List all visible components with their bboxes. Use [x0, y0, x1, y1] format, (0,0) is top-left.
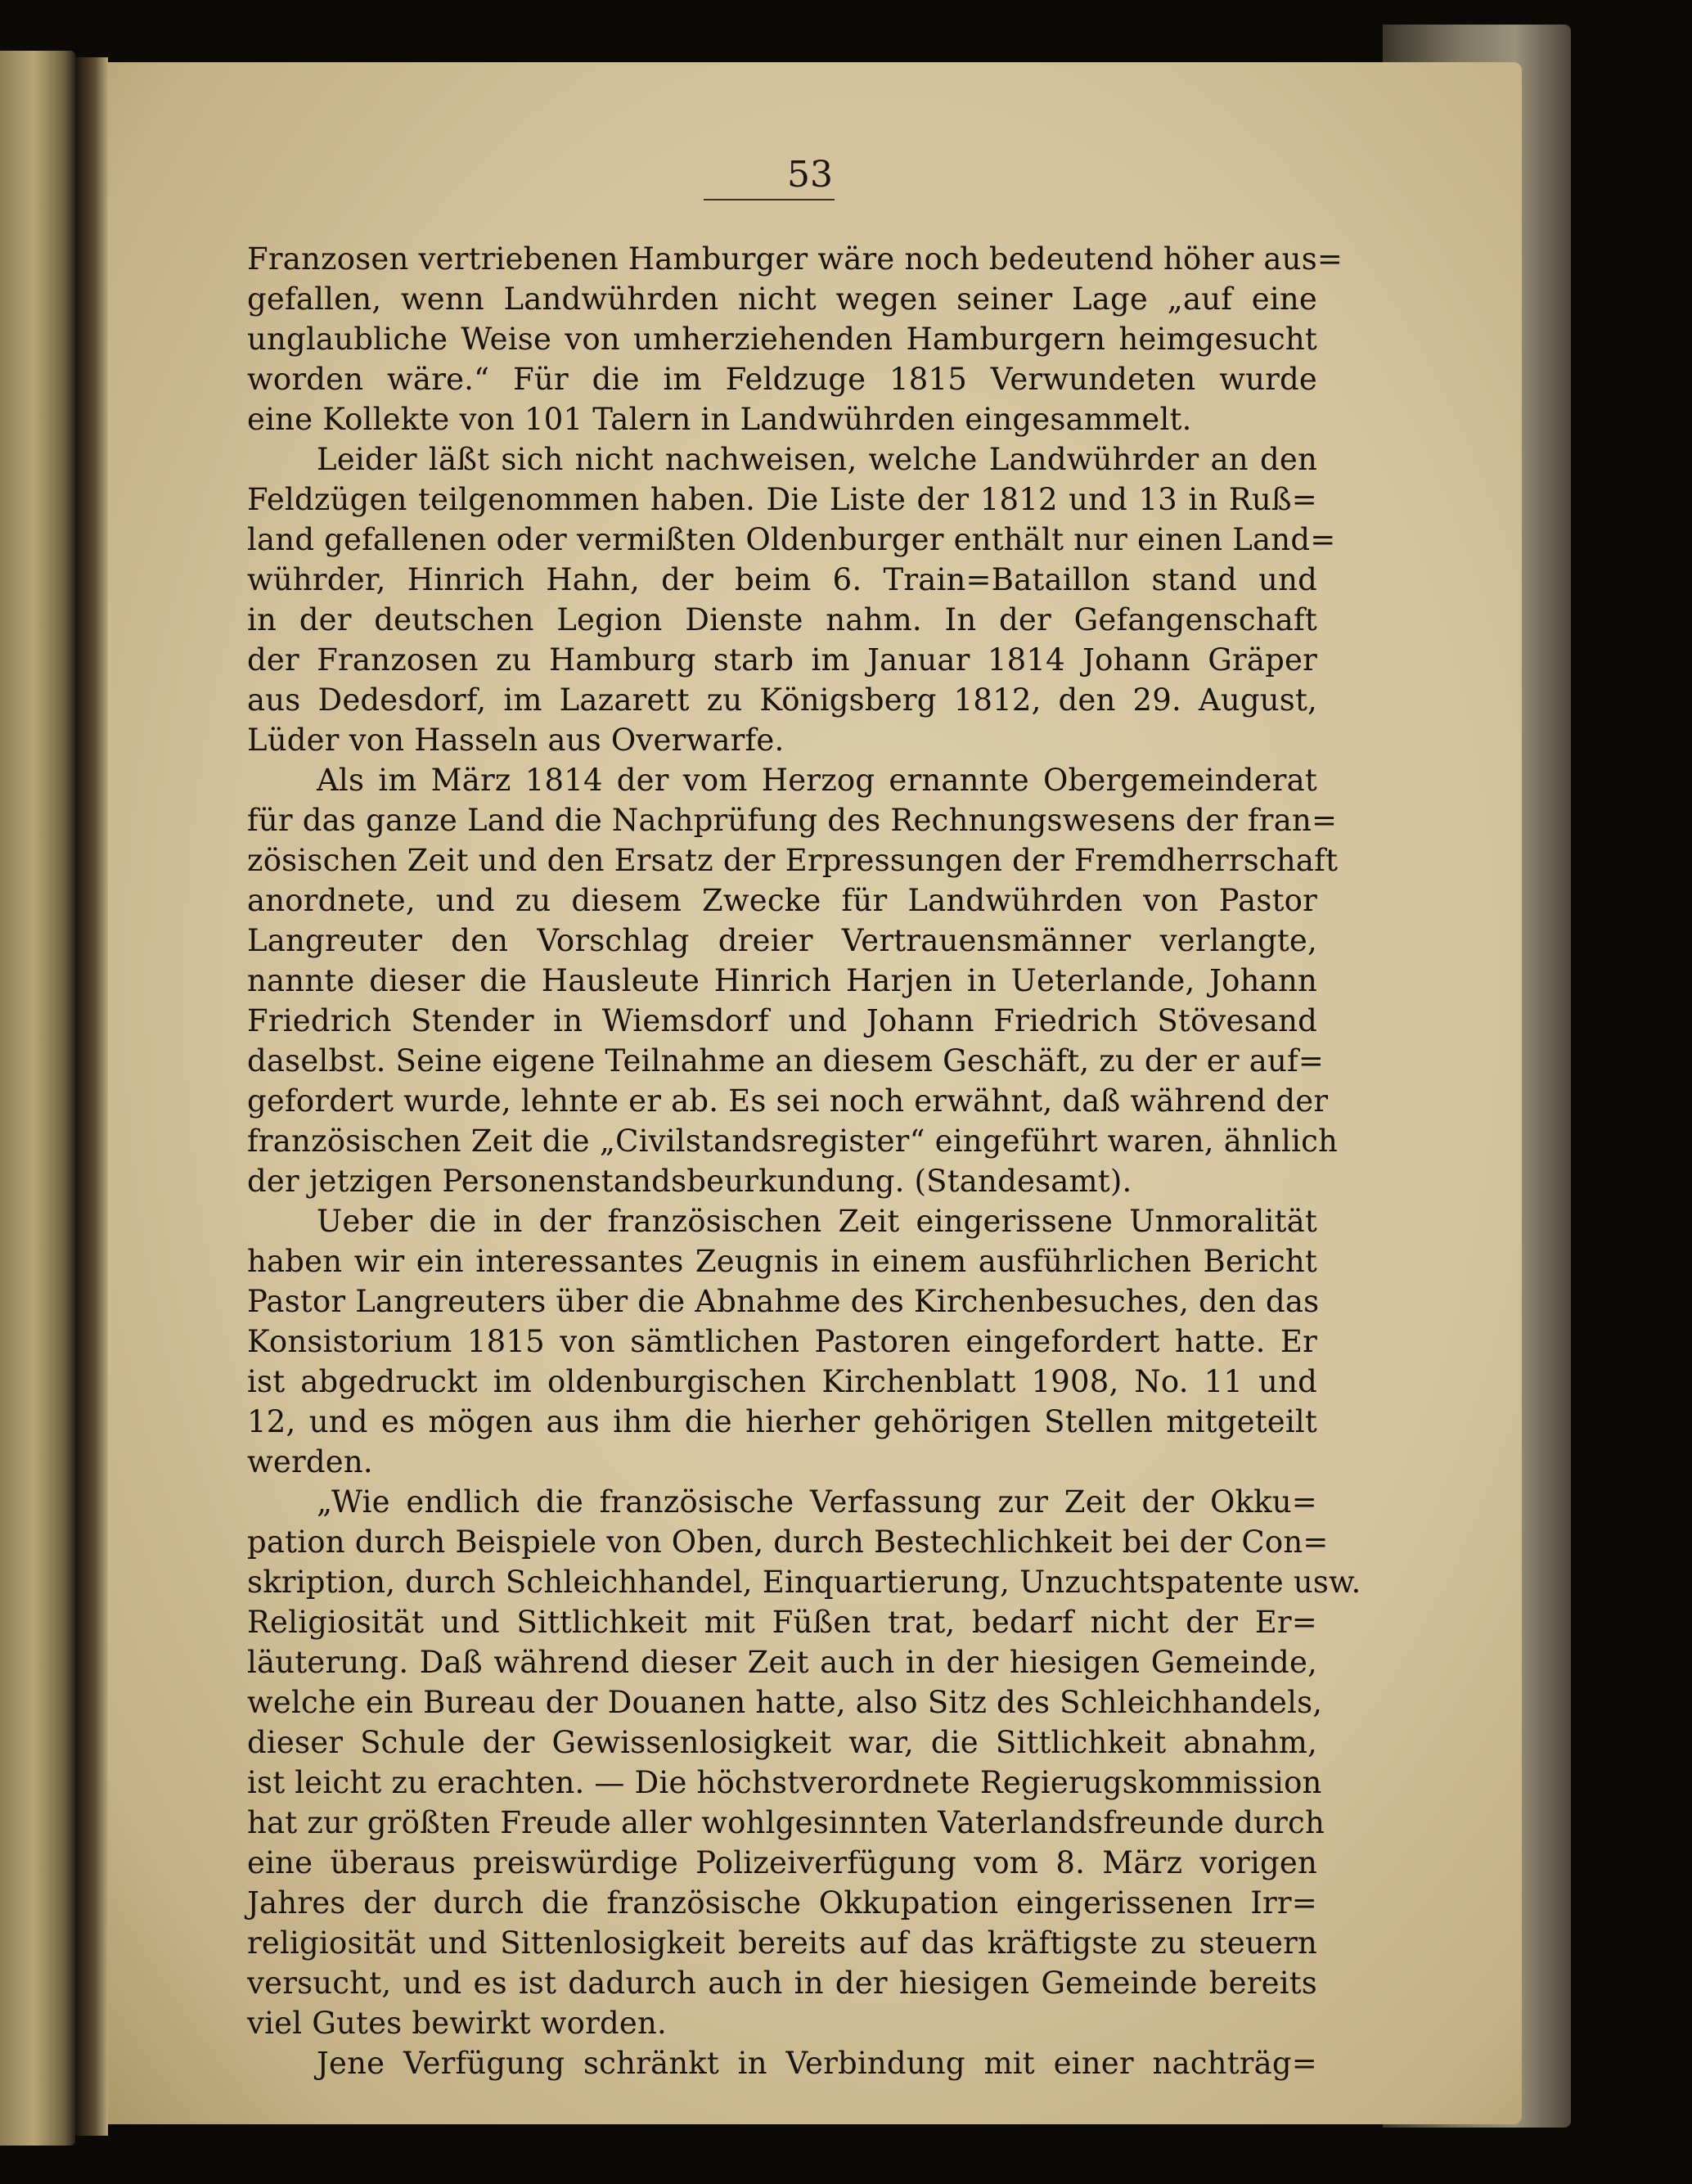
text-line: anordnete, und zu diesem Zwecke für Landwührden von Pastor: [247, 883, 1317, 918]
text-line: Lüder von Hasseln aus Overwarfe.: [247, 723, 785, 758]
text-line: Als im März 1814 der vom Herzog ernannte Obergemeinderat: [317, 763, 1317, 798]
text-line: worden wäre.“ Für die im Feldzuge 1815 Verwundeten wurde: [247, 362, 1317, 397]
text-line: Leider läßt sich nicht nachweisen, welche Landwührder an den: [317, 442, 1317, 477]
text-line: eine Kollekte von 101 Talern in Landwührden eingesammelt.: [247, 402, 1192, 437]
text-line: viel Gutes bewirkt worden.: [247, 2006, 667, 2041]
text-line: Friedrich Stender in Wiemsdorf und Johann Friedrich Stövesand: [247, 1003, 1317, 1038]
text-line: unglaubliche Weise von umherziehenden Hamburgern heimgesucht: [247, 322, 1317, 357]
text-line: versucht, und es ist dadurch auch in der hiesigen Gemeinde bereits: [247, 1966, 1317, 2001]
body-text: [247, 239, 1361, 2083]
text-line: für das ganze Land die Nachprüfung des Rechnungswesens der fran=: [247, 803, 1338, 838]
text-line: hat zur größten Freude aller wohlgesinnten Vaterlandsfreunde durch: [247, 1805, 1325, 1840]
text-line: Langreuter den Vorschlag dreier Vertrauensmänner verlangte,: [247, 923, 1317, 958]
text-line: haben wir ein interessantes Zeugnis in einem ausführlichen Bericht: [247, 1244, 1317, 1279]
text-line: aus Dedesdorf, im Lazarett zu Königsberg 1812, den 29. August,: [247, 682, 1317, 718]
text-line: läuterung. Daß während dieser Zeit auch in der hiesigen Gemeinde,: [247, 1645, 1317, 1680]
text-line: ist leicht zu erachten. — Die höchstverordnete Regierugskommission: [247, 1765, 1322, 1800]
text-line: „Wie endlich die französische Verfassung zur Zeit der Okku=: [317, 1484, 1317, 1520]
text-line: in der deutschen Legion Dienste nahm. In der Gefangenschaft: [247, 602, 1317, 637]
text-line: französischen Zeit die „Civilstandsregister“ eingeführt waren, ähnlich: [247, 1124, 1339, 1159]
text-line: Konsistorium 1815 von sämtlichen Pastoren eingefordert hatte. Er: [247, 1324, 1317, 1359]
text-line: Jene Verfügung schränkt in Verbindung mit einer nachträg=: [317, 2046, 1317, 2081]
text-line: Feldzügen teilgenommen haben. Die Liste der 1812 und 13 in Ruß=: [247, 482, 1317, 517]
text-line: gefordert wurde, lehnte er ab. Es sei noch erwähnt, daß während der: [247, 1083, 1329, 1119]
text-line: werden.: [247, 1444, 373, 1479]
book-gutter: [75, 57, 108, 2136]
text-line: dieser Schule der Gewissenlosigkeit war, die Sittlichkeit abnahm,: [247, 1725, 1317, 1760]
text-line: Religiosität und Sittlichkeit mit Füßen trat, bedarf nicht der Er=: [247, 1605, 1317, 1640]
text-line: daselbst. Seine eigene Teilnahme an diesem Geschäft, zu der er auf=: [247, 1043, 1325, 1078]
text-line: ist abgedruckt im oldenburgischen Kirchenblatt 1908, No. 11 und: [247, 1364, 1317, 1399]
text-line: skription, durch Schleichhandel, Einquartierung, Unzuchtspatente usw.: [247, 1565, 1361, 1600]
text-line: eine überaus preiswürdige Polizeiverfügung vom 8. März vorigen: [247, 1845, 1317, 1880]
text-line: pation durch Beispiele von Oben, durch Bestechlichkeit bei der Con=: [247, 1524, 1329, 1560]
text-line: der jetzigen Personenstandsbeurkundung. (Standesamt).: [247, 1164, 1132, 1199]
text-line: Ueber die in der französischen Zeit eingerissene Unmoralität: [317, 1204, 1317, 1239]
text-line: 12, und es mögen aus ihm die hierher gehörigen Stellen mitgeteilt: [247, 1404, 1317, 1439]
text-line: Jahres der durch die französische Okkupation eingerissenen Irr=: [247, 1885, 1317, 1921]
text-line: Pastor Langreuters über die Abnahme des Kirchenbesuches, den das: [247, 1284, 1320, 1319]
text-line: Franzosen vertriebenen Hamburger wäre noch bedeutend höher aus=: [247, 241, 1343, 277]
text-line: der Franzosen zu Hamburg starb im Januar 1814 Johann Gräper: [247, 642, 1317, 678]
text-line: nannte dieser die Hausleute Hinrich Harjen in Ueterlande, Johann: [247, 963, 1317, 998]
text-line: wührder, Hinrich Hahn, der beim 6. Train=Bataillon stand und: [247, 562, 1317, 597]
text-line: religiosität und Sittenlosigkeit bereits auf das kräftigste zu steuern: [247, 1925, 1317, 1961]
left-page-edge: [0, 51, 75, 2146]
page-number: 53: [787, 154, 833, 196]
page-number-rule: [704, 199, 835, 200]
text-line: zösischen Zeit und den Ersatz der Erpressungen der Fremdherrschaft: [247, 843, 1339, 878]
text-line: land gefallenen oder vermißten Oldenburger enthält nur einen Land=: [247, 522, 1336, 557]
text-line: gefallen, wenn Landwührden nicht wegen seiner Lage „auf eine: [247, 281, 1317, 317]
text-line: welche ein Bureau der Douanen hatte, also Sitz des Schleichhandels,: [247, 1685, 1323, 1720]
